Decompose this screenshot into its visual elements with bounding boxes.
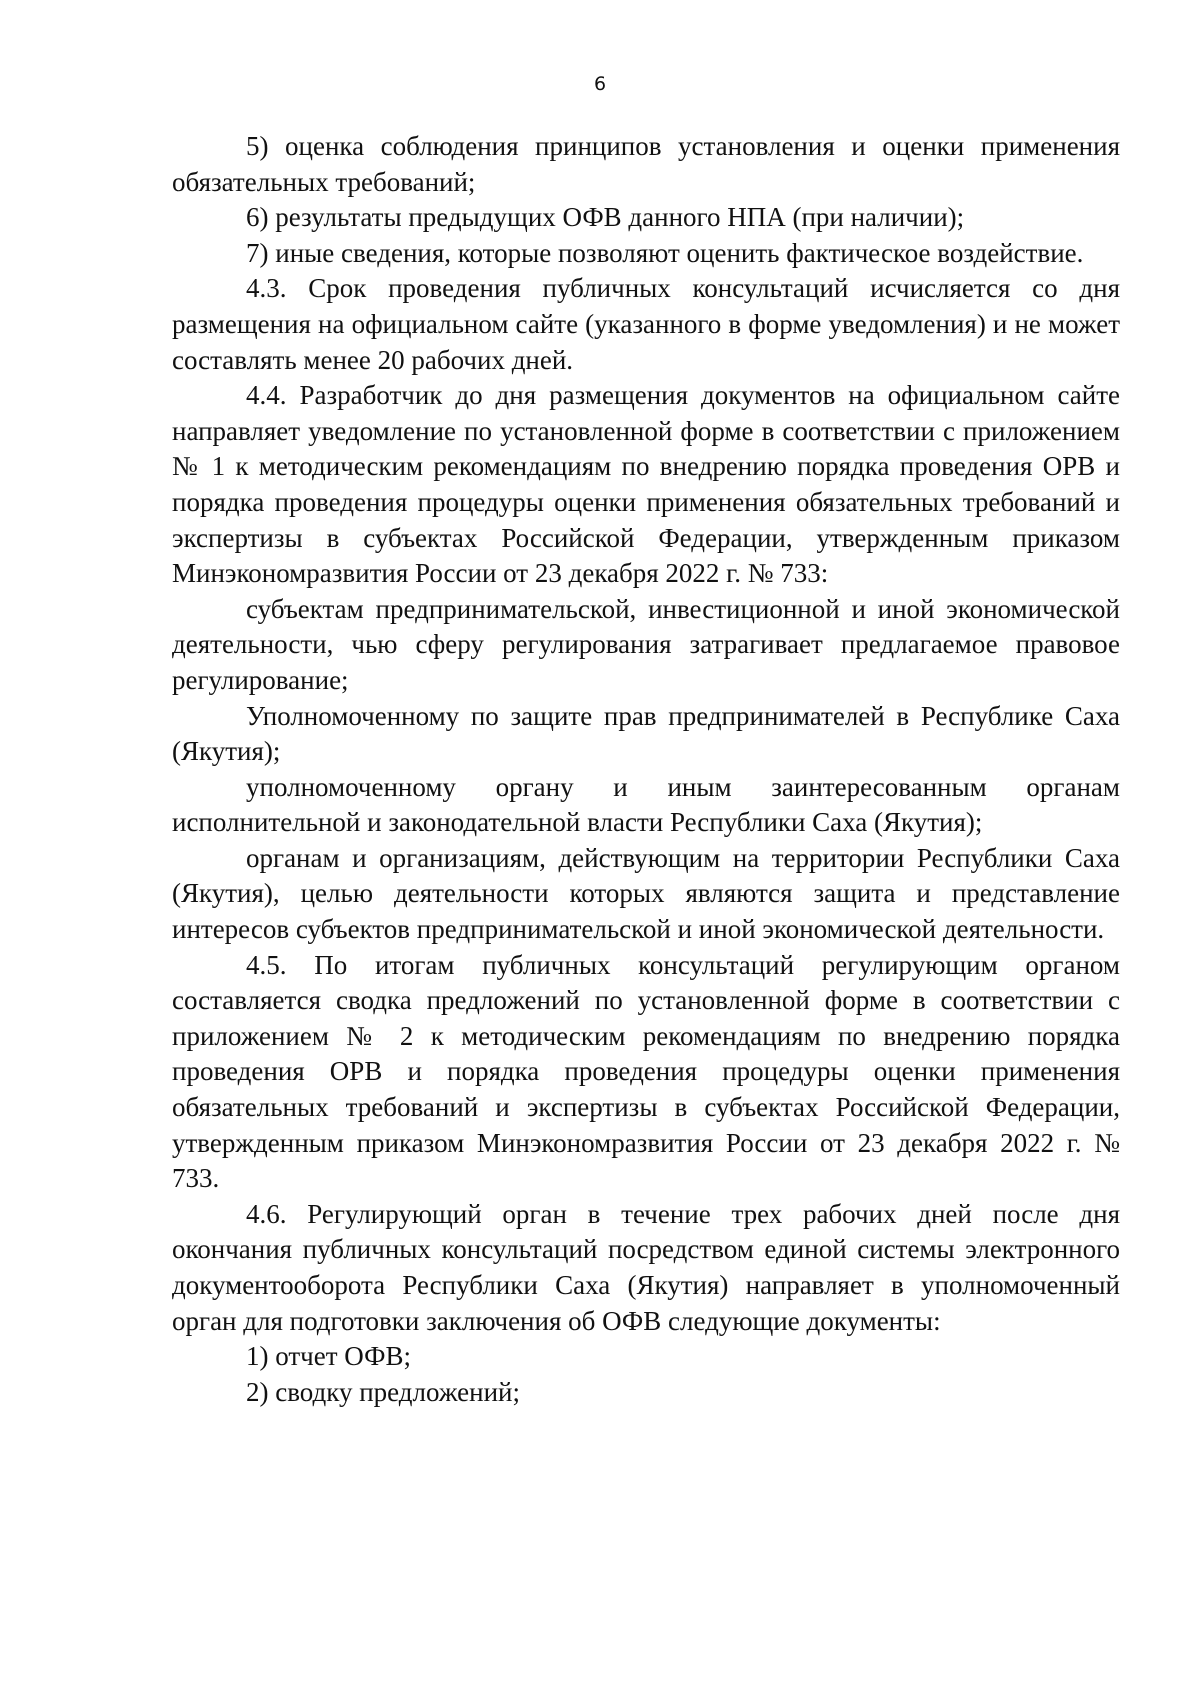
clause-4-6-documents-submission: 4.6. Регулирующий орган в течение трех рабочих дней после дня окончания публичных консультаций посредством единой системы электронного документооборота Республики Саха (Якутия) направляет в уполномоченный орган для подготовки заключения об ОФВ следующие документы: [172,1198,1120,1336]
page-number: 6 [593,73,607,95]
list-item-6-previous-results: 6) результаты предыдущих ОФВ данного НПА (при наличии); [246,202,965,233]
recipient-organizations: органам и организациям, действующим на территории Республики Саха (Якутия), целью деятельности которых являются защита и представление интересов субъектов предпринимательской и иной экономической деятельности. [172,842,1120,945]
document-list-item-2: 2) сводку предложений; [246,1376,520,1407]
recipient-business-entities: субъектам предпринимательской, инвестиционной и иной экономической деятельности, чью сферу регулирования затрагивает предлагаемое правовое регулирование; [172,593,1120,695]
clause-4-4-notification: 4.4. Разработчик до дня размещения документов на официальном сайте направляет уведомление по установленной форме в соответствии с приложением № 1 к методическим рекомендациям по внедрению порядка проведения ОРВ и порядка проведения процедуры оценки применения обязательных требований и экспертизы в субъектах Российской Федерации, утвержденным приказом Минэкономразвития России от 23 декабря 2022 г. № 733: [172,380,1120,589]
list-item-7-other-information: 7) иные сведения, которые позволяют оценить фактическое воздействие. [246,237,1084,268]
recipient-business-ombudsman: Уполномоченному по защите прав предпринимателей в Республике Саха (Якутия); [172,700,1120,767]
recipient-authorized-body: уполномоченному органу и иным заинтересованным органам исполнительной и законодательной власти Республики Саха (Якутия); [172,771,1120,838]
clause-4-5-summary-of-proposals: 4.5. По итогам публичных консультаций регулирующим органом составляется сводка предложений по установленной форме в соответствии с приложением № 2 к методическим рекомендациям по внедрению порядка проведения ОРВ и порядка проведения процедуры оценки применения обязательных требований и экспертизы в субъектах Российской Федерации, утвержденным приказом Минэкономразвития России от 23 декабря 2022 г. № 733. [172,949,1120,1194]
list-item-5-assessment-principles: 5) оценка соблюдения принципов установления и оценки применения обязательных требований; [172,131,1120,197]
document-list-item-1: 1) отчет ОФВ; [246,1341,411,1372]
document-body [172,129,1120,1410]
clause-4-3-consultation-period: 4.3. Срок проведения публичных консультаций исчисляется со дня размещения на официальном сайте (указанного в форме уведомления) и не может составлять менее 20 рабочих дней. [172,273,1120,375]
